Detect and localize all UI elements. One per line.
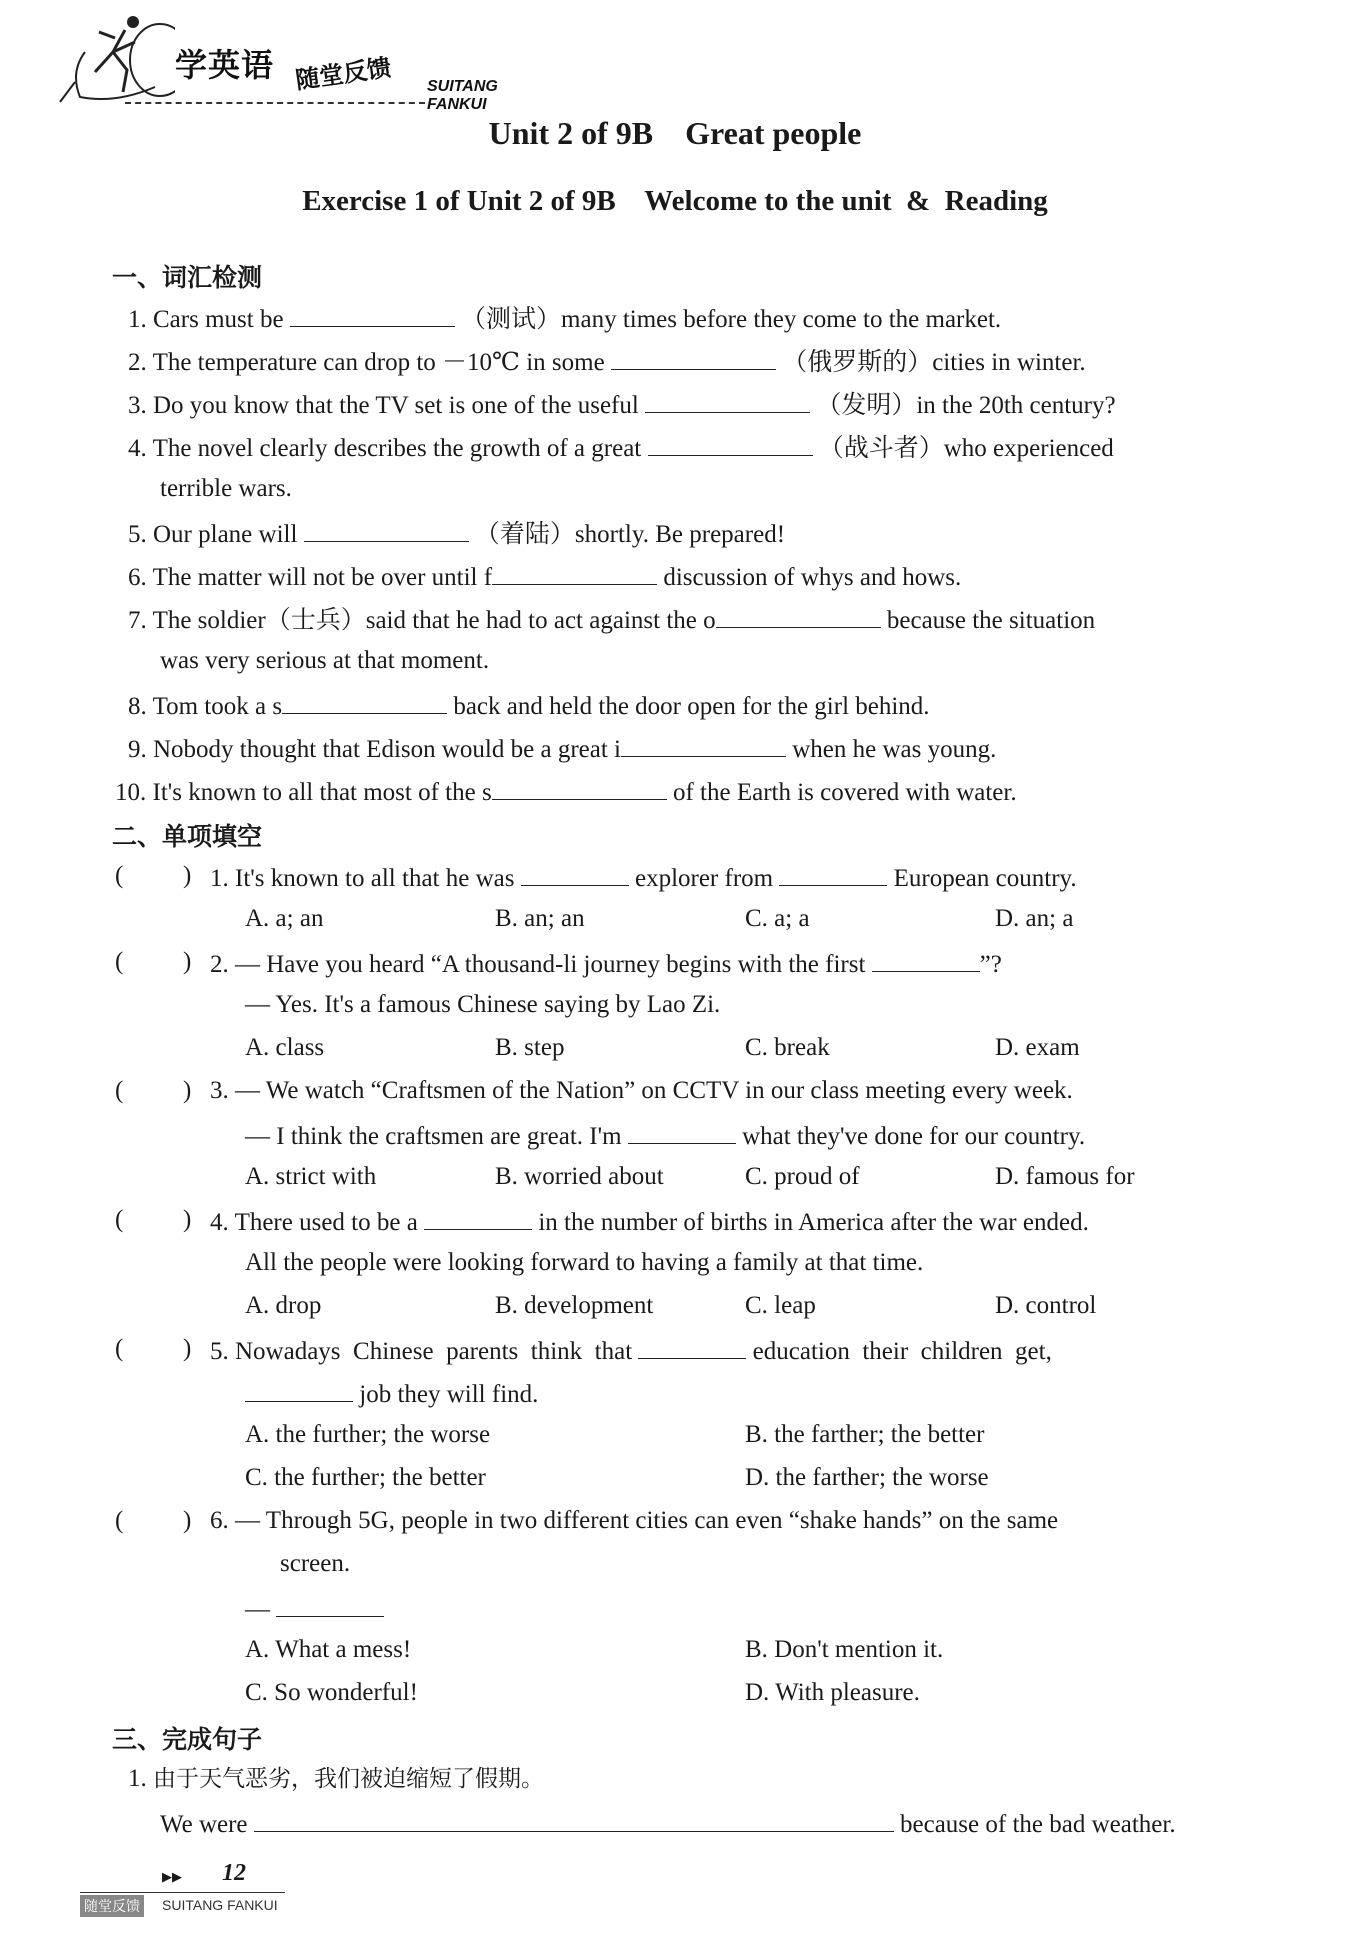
arrows-icon: ▶▶ [162, 1870, 182, 1885]
answer-paren-open: ( [115, 1507, 124, 1534]
page-number: 12 [222, 1860, 246, 1886]
item-number: 10. [115, 779, 147, 806]
item-text: The soldier（士兵）said that he had to act against the o [152, 607, 716, 634]
question-text: job they will find. [359, 1381, 539, 1408]
exercise-title: Exercise 1 of Unit 2 of 9B Welcome to the unit & Reading [302, 185, 1048, 217]
item-text: （俄罗斯的）cities in winter. [782, 349, 1086, 376]
answer-blank[interactable] [492, 773, 667, 800]
question-text: There used to be a [234, 1209, 418, 1236]
sentence-text: We were [160, 1811, 248, 1838]
answer-paren-close: ) [183, 862, 192, 889]
item-text: discussion of whys and hows. [663, 564, 962, 591]
question-text: what they've done for our country. [742, 1123, 1086, 1150]
item-number: 1. [128, 306, 147, 333]
option-b[interactable]: B. the farther; the better [745, 1421, 985, 1448]
vocab-item-continued: was very serious at that moment. [160, 647, 490, 674]
question-reply [245, 1590, 384, 1627]
mc-question [210, 945, 1002, 982]
mc-question [210, 1332, 1052, 1369]
question-text: — I think the craftsmen are great. I'm [245, 1123, 622, 1150]
answer-blank[interactable] [648, 429, 813, 456]
sentence-answer [160, 1805, 1176, 1842]
question-number: 5. [210, 1338, 229, 1365]
section-heading-complete-sentences: 三、完成句子 [112, 1725, 263, 1754]
sentence-text: because of the bad weather. [900, 1811, 1176, 1838]
option-d[interactable]: D. famous for [995, 1163, 1135, 1190]
answer-paren-close: ) [183, 1335, 192, 1362]
question-number: 3. [210, 1077, 229, 1104]
item-text: Nobody thought that Edison would be a great i [153, 736, 621, 763]
answer-paren-open: ( [115, 862, 124, 889]
answer-paren-close: ) [183, 1507, 192, 1534]
vocab-item [128, 687, 930, 724]
answer-blank[interactable] [424, 1203, 532, 1230]
brand-chinese: 学英语 [175, 46, 275, 84]
question-text: Nowadays Chinese parents think that [235, 1338, 633, 1365]
answer-blank[interactable] [290, 300, 455, 327]
item-text: （战斗者）who experienced [818, 435, 1114, 462]
mc-question [210, 1074, 1073, 1108]
answer-blank[interactable] [611, 343, 776, 370]
question-text: — We watch “Craftsmen of the Nation” on CCTV in our class meeting every week. [235, 1077, 1073, 1104]
vocab-item [128, 515, 785, 552]
option-b[interactable]: B. Don't mention it. [745, 1636, 944, 1663]
question-number: 4. [210, 1209, 229, 1236]
vocab-item [128, 343, 1086, 380]
item-text: Do you know that the TV set is one of the useful [153, 392, 639, 419]
option-c[interactable]: C. So wonderful! [245, 1679, 418, 1706]
question-text: explorer from [634, 865, 774, 892]
page-title: Unit 2 of 9B Great people [488, 115, 862, 151]
answer-blank[interactable] [779, 859, 887, 886]
section-heading-vocabulary: 一、词汇检测 [112, 263, 263, 292]
item-text: The temperature can drop to －10℃ in some [152, 349, 605, 376]
option-c[interactable]: C. break [745, 1034, 830, 1061]
brand-english: SUITANG FANKUI [427, 78, 498, 113]
answer-blank[interactable] [628, 1117, 736, 1144]
option-a[interactable]: A. class [245, 1034, 325, 1061]
item-number: 6. [128, 564, 147, 591]
item-number: 4. [128, 435, 147, 462]
item-text: （着陆）shortly. Be prepared! [474, 521, 786, 548]
item-text: The matter will not be over until f [152, 564, 493, 591]
option-d[interactable]: D. exam [995, 1034, 1080, 1061]
brand-chinese-sub: 随堂反馈 [293, 53, 393, 95]
item-text: back and held the door open for the girl behind. [453, 693, 930, 720]
question-continued: screen. [280, 1550, 351, 1577]
question-text: education their children get, [752, 1338, 1052, 1365]
option-a[interactable]: A. strict with [245, 1163, 377, 1190]
answer-blank[interactable] [282, 687, 447, 714]
answer-paren-open: ( [115, 1335, 124, 1362]
option-c[interactable]: C. proud of [745, 1163, 860, 1190]
question-reply [245, 1117, 1085, 1154]
answer-blank[interactable] [245, 1375, 353, 1402]
mc-question [210, 1203, 1089, 1240]
question-number: 6. [210, 1507, 229, 1534]
page-footer [80, 1860, 300, 1920]
option-c[interactable]: C. leap [745, 1292, 816, 1319]
question-number: 1. [210, 865, 229, 892]
item-text: It's known to all that most of the s [152, 779, 492, 806]
mc-question [210, 1504, 1058, 1538]
answer-blank[interactable] [521, 859, 629, 886]
item-number: 8. [128, 693, 147, 720]
question-number: 2. [210, 951, 229, 978]
answer-paren-open: ( [115, 948, 124, 975]
answer-blank[interactable] [645, 386, 810, 413]
item-number: 1. [128, 1765, 147, 1792]
item-number: 2. [128, 349, 147, 376]
question-continued [245, 1375, 538, 1412]
option-d[interactable]: D. With pleasure. [745, 1679, 920, 1706]
question-text: It's known to all that he was [235, 865, 515, 892]
item-number: 3. [128, 392, 147, 419]
item-text: of the Earth is covered with water. [672, 779, 1017, 806]
header-logo [55, 12, 555, 113]
vocab-item [128, 300, 1001, 337]
answer-paren-open: ( [115, 1206, 124, 1233]
vocab-item [128, 558, 961, 595]
answer-blank[interactable] [304, 515, 469, 542]
option-d[interactable]: D. an; a [995, 905, 1074, 932]
answer-blank[interactable] [254, 1805, 894, 1832]
answer-blank[interactable] [492, 558, 657, 585]
answer-blank[interactable] [638, 1332, 746, 1359]
answer-blank[interactable] [621, 730, 786, 757]
option-b[interactable]: B. step [495, 1034, 565, 1061]
option-a[interactable]: A. a; an [245, 905, 324, 932]
vocab-item-continued: terrible wars. [160, 475, 292, 502]
mc-question [210, 859, 1077, 896]
header-dashed-rule [125, 102, 425, 104]
option-c[interactable]: C. the further; the better [245, 1464, 486, 1491]
vocab-item [128, 730, 996, 767]
question-text: — Through 5G, people in two different cities can even “shake hands” on the same [235, 1507, 1059, 1534]
vocab-item [128, 429, 1114, 466]
item-text: when he was young. [792, 736, 997, 763]
vocab-item [128, 386, 1116, 423]
item-text: Our plane will [153, 521, 298, 548]
runner-icon [55, 12, 175, 107]
item-text: （发明）in the 20th century? [816, 392, 1116, 419]
answer-blank[interactable] [276, 1590, 384, 1617]
item-number: 7. [128, 607, 147, 634]
option-b[interactable]: B. an; an [495, 905, 585, 932]
question-continued: All the people were looking forward to having a family at that time. [245, 1249, 924, 1276]
sentence-prompt [128, 1762, 544, 1796]
option-a[interactable]: A. What a mess! [245, 1636, 412, 1663]
answer-paren-close: ) [183, 1077, 192, 1104]
answer-paren-close: ) [183, 1206, 192, 1233]
vocab-item [115, 773, 1017, 810]
item-number: 9. [128, 736, 147, 763]
vocab-item [128, 601, 1095, 638]
answer-blank[interactable] [872, 945, 980, 972]
answer-paren-close: ) [183, 948, 192, 975]
footer-tag: 随堂反馈 [80, 1895, 144, 1917]
item-text: because the situation [886, 607, 1096, 634]
item-number: 5. [128, 521, 147, 548]
option-a[interactable]: A. the further; the worse [245, 1421, 491, 1448]
answer-paren-open: ( [115, 1077, 124, 1104]
footer-rule [80, 1892, 285, 1893]
chinese-sentence: 由于天气恶劣，我们被迫缩短了假期。 [153, 1766, 544, 1792]
option-d[interactable]: D. control [995, 1292, 1097, 1319]
question-text: European country. [893, 865, 1077, 892]
question-reply: — Yes. It's a famous Chinese saying by Lao Zi. [245, 991, 721, 1018]
option-b[interactable]: B. worried about [495, 1163, 664, 1190]
item-text: The novel clearly describes the growth of a great [152, 435, 642, 462]
option-a[interactable]: A. drop [245, 1292, 322, 1319]
dash: — [245, 1596, 270, 1623]
option-b[interactable]: B. development [495, 1292, 654, 1319]
section-heading-multiple-choice: 二、单项填空 [112, 822, 263, 851]
answer-blank[interactable] [716, 601, 881, 628]
item-text: Cars must be [153, 306, 284, 333]
question-text: ”? [979, 951, 1002, 978]
option-d[interactable]: D. the farther; the worse [745, 1464, 989, 1491]
question-text: — Have you heard “A thousand-li journey begins with the first [235, 951, 866, 978]
option-c[interactable]: C. a; a [745, 905, 810, 932]
footer-tag-english: SUITANG FANKUI [162, 1897, 278, 1913]
question-text: in the number of births in America after the war ended. [538, 1209, 1089, 1236]
item-text: Tom took a s [152, 693, 283, 720]
item-text: （测试）many times before they come to the market. [461, 306, 1002, 333]
